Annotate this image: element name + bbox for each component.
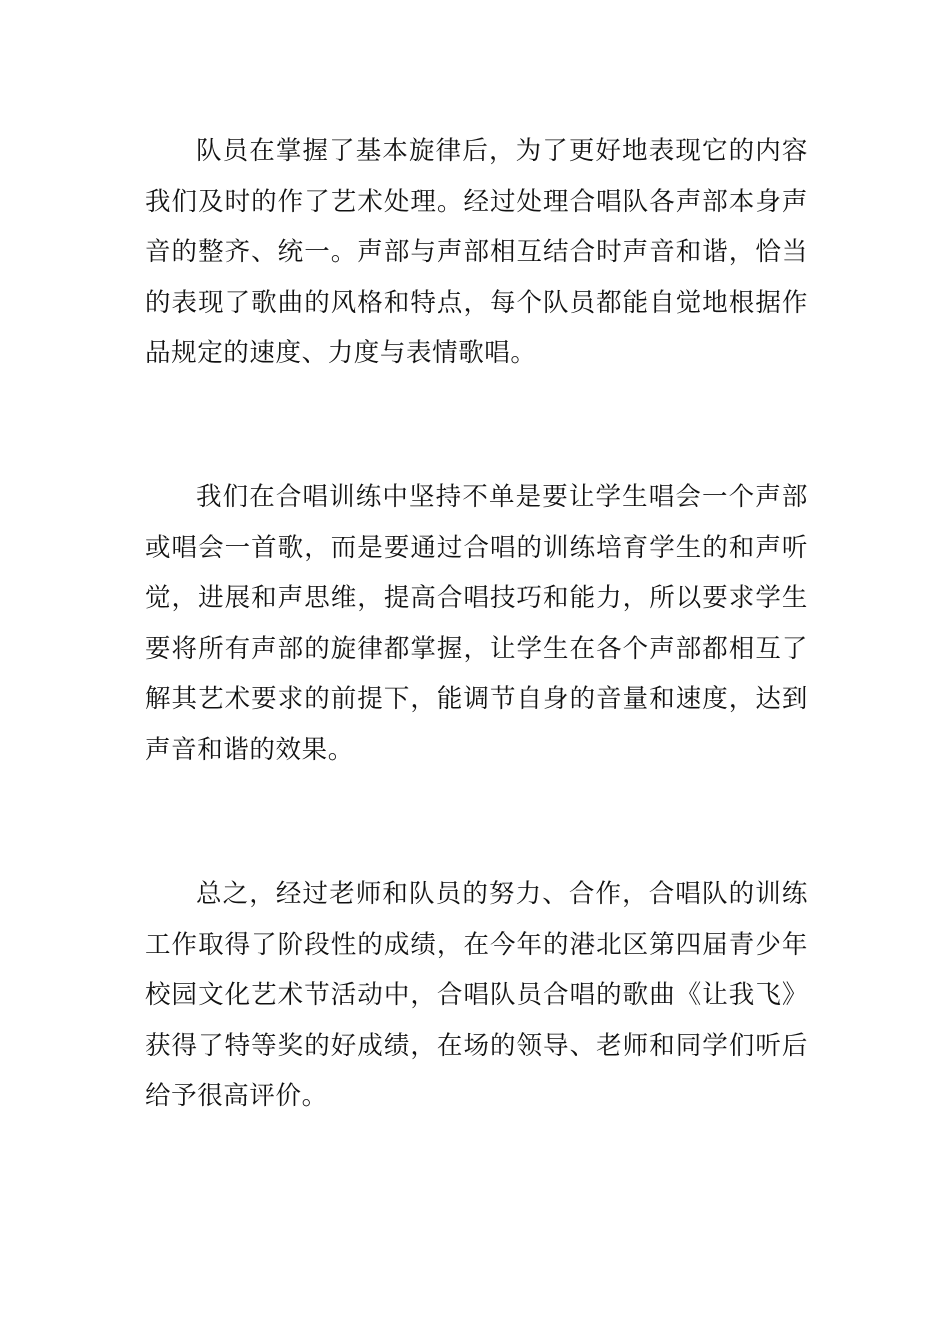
paragraph-harmony-training: 我们在合唱训练中坚持不单是要让学生唱会一个声部或唱会一首歌，而是要通过合唱的训练培育学生的和声听觉，进展和声思维，提高合唱技巧和能力，所以要求学生要将所有声部的旋律都掌握，让学生在各个声部都相互了解其艺术要求的前提下，能调节自身的音量和速度，达到声音和谐的效果。 [145, 482, 808, 765]
paragraph-achievement-summary: 总之，经过老师和队员的努力、合作，合唱队的训练工作取得了阶段性的成绩，在今年的港北区第四届青少年校园文化艺术节活动中，合唱队员合唱的歌曲《让我飞》获得了特等奖的好成绩，在场的领导、老师和同学们听后给予很高评价。 [145, 879, 808, 1111]
paragraph-art-processing: 队员在掌握了基本旋律后，为了更好地表现它的内容我们及时的作了艺术处理。经过处理合唱队各声部本身声音的整齐、统一。声部与声部相互结合时声音和谐，恰当的表现了歌曲的风格和特点，每个队员都能自觉地根据作品规定的速度、力度与表情歌唱。 [145, 136, 808, 368]
